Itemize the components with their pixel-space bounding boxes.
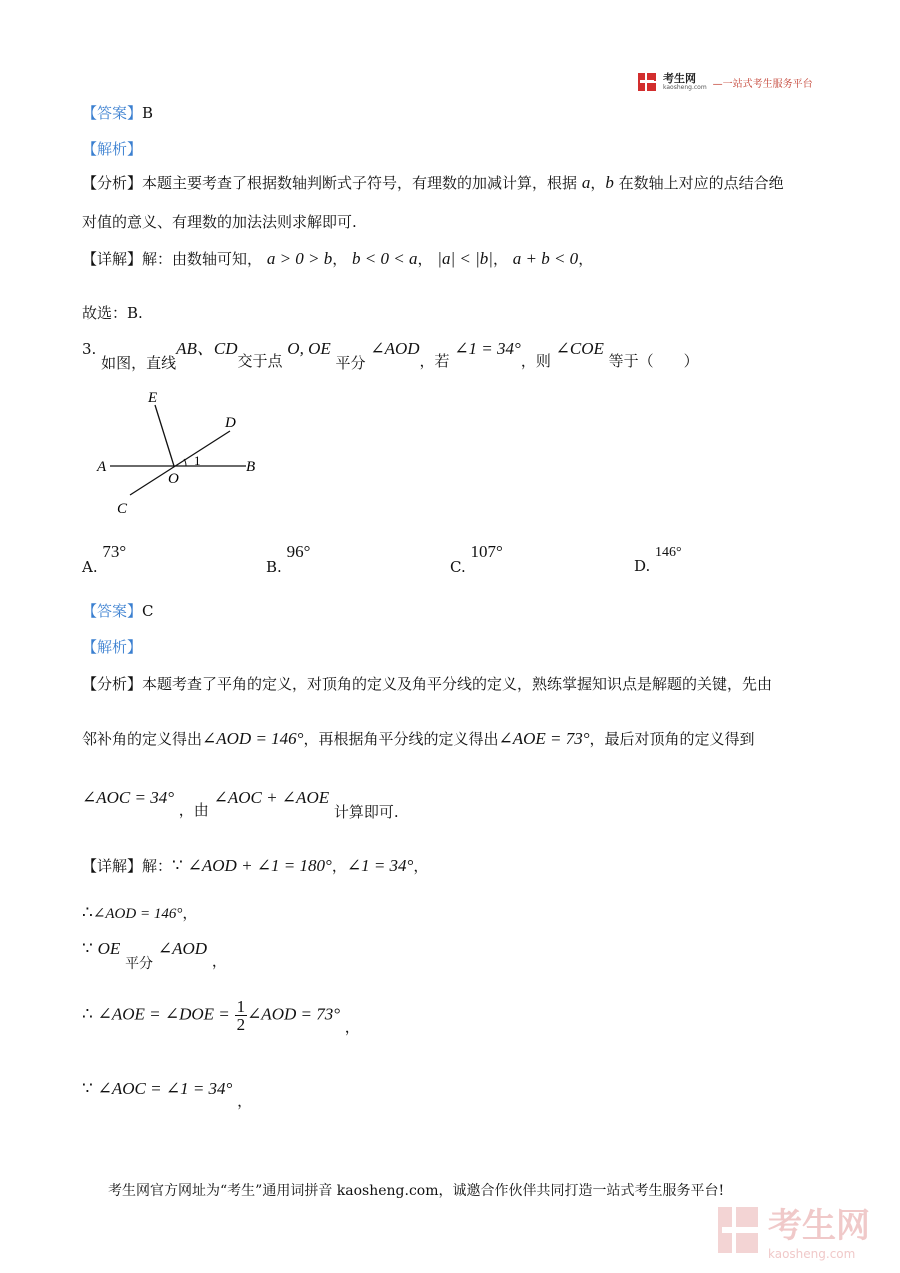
- var-a: a: [581, 173, 591, 192]
- option-value: 73°: [102, 542, 127, 561]
- q3-detail-line3: [82, 938, 227, 972]
- fraction-numerator: 1: [236, 997, 246, 1016]
- step-3-mid: 平分: [125, 956, 154, 972]
- fenxi-l2-expr1: ∠AOD = 146°: [202, 729, 304, 748]
- watermark-domain: kaosheng.com: [768, 1247, 856, 1261]
- label-e: E: [148, 390, 158, 406]
- header-slogan: —一站式考生服务平台: [712, 78, 813, 90]
- detail-lead: 解：由数轴可知，: [142, 250, 263, 268]
- fraction-half: [235, 998, 248, 1033]
- step-1: ∠AOD + ∠1 = 180°: [187, 856, 332, 875]
- stem-given: ∠1 = 34°: [454, 339, 521, 358]
- option-c[interactable]: [450, 542, 503, 576]
- step-5-end: ，: [237, 1092, 253, 1110]
- answer-tag: 【答案】: [82, 104, 143, 122]
- q2-answer-line: [82, 102, 153, 123]
- stem-text-2: 交于点: [237, 352, 283, 370]
- q3-fenxi-line1: [82, 673, 772, 694]
- comma: ，: [590, 174, 606, 192]
- fraction-denominator: 2: [236, 1015, 246, 1034]
- q3-detail-line2: [82, 902, 197, 923]
- step-4-b: ∠AOD = 73°: [247, 1004, 341, 1024]
- because-symbol: ∵: [82, 1079, 93, 1098]
- fenxi-text: 本题主要考查了根据数轴判断式子符号，有理数的加减计算，根据: [142, 174, 578, 192]
- step-3-end: ，: [211, 952, 227, 970]
- question-number: 3.: [82, 340, 97, 358]
- fenxi-tag: 【分析】: [82, 675, 143, 693]
- option-letter: B.: [266, 558, 282, 576]
- stem-angle-aod: ∠AOD: [370, 339, 420, 358]
- step-2-end: ，: [182, 904, 198, 922]
- q3-fenxi-line2: [82, 728, 755, 749]
- expr-1: a > 0 > b: [266, 249, 333, 268]
- label-o: O: [168, 471, 179, 487]
- expr-3: |a| < |b|: [437, 249, 493, 268]
- stem-text-3: 平分: [335, 354, 366, 372]
- detail-tag: 【详解】: [82, 857, 143, 875]
- stem-text-5: ，则: [520, 352, 551, 370]
- step-4-a: ∠AOE = ∠DOE =: [97, 1004, 230, 1024]
- answer-value: C: [142, 602, 154, 620]
- option-a[interactable]: [82, 542, 127, 576]
- q2-fenxi-line2: 对值的意义、有理数的加法法则求解即可.: [82, 213, 357, 231]
- option-b[interactable]: [266, 542, 311, 576]
- watermark-name: 考生网: [768, 1206, 870, 1246]
- fenxi-l3-expr1: ∠AOC = 34°: [82, 788, 175, 807]
- option-value: 146°: [655, 545, 682, 560]
- option-value: 107°: [470, 542, 503, 561]
- because-symbol: ∵: [82, 939, 93, 958]
- therefore-symbol: ∴: [82, 1004, 93, 1024]
- label-a: A: [97, 459, 107, 475]
- stem-text-6: 等于（ ）: [608, 352, 699, 370]
- detail-lead: 解：: [142, 857, 173, 875]
- var-b: b: [605, 173, 614, 192]
- fenxi-l3-expr2: ∠AOC + ∠AOE: [213, 788, 330, 807]
- header-logo: [637, 72, 813, 92]
- label-angle-1: 1: [194, 453, 201, 468]
- step-3-a: OE: [97, 939, 121, 958]
- fenxi-l2-a: 邻补角的定义得出: [82, 730, 203, 748]
- q3-fenxi-line3: [82, 787, 399, 821]
- fenxi-text: 本题考查了平角的定义，对顶角的定义及角平分线的定义，熟练掌握知识点是解题的关键，先由: [142, 675, 773, 693]
- stem-text-1: 如图，直线: [101, 354, 177, 372]
- step-1-sep: ，: [331, 857, 347, 875]
- slogan-text: 一站式考生服务平台: [722, 78, 813, 90]
- fenxi-l2-expr2: ∠AOE = 73°: [498, 729, 590, 748]
- step-5: ∠AOC = ∠1 = 34°: [97, 1079, 233, 1098]
- fenxi-l2-b: ，再根据角平分线的定义得出: [303, 730, 499, 748]
- logo-name: 考生网: [663, 72, 696, 85]
- step-1-b: ∠1 = 34°: [346, 856, 414, 875]
- q3-detail-line1: [82, 855, 428, 876]
- stem-point: O, OE: [287, 339, 331, 358]
- therefore-symbol: ∴: [82, 903, 93, 922]
- answer-tag: 【答案】: [82, 602, 143, 620]
- step-4-end: ，: [344, 1017, 360, 1036]
- expr-2: b < 0 < a: [352, 249, 418, 268]
- q3-detail-line5: [82, 1078, 253, 1110]
- fenxi-tag: 【分析】: [82, 174, 143, 192]
- step-3-b: ∠AOD: [157, 939, 208, 958]
- because-symbol: ∵: [172, 856, 183, 875]
- fenxi-l3-b: 计算即可.: [333, 803, 399, 821]
- label-d: D: [225, 415, 236, 431]
- expr-4: a + b < 0: [512, 249, 579, 268]
- stem-target: ∠COE: [555, 339, 604, 358]
- option-letter: C.: [450, 558, 466, 576]
- fenxi-text-cont: 在数轴上对应的点结合绝: [618, 174, 784, 192]
- geometry-figure: [88, 385, 268, 520]
- q3-stem: [82, 334, 699, 372]
- fenxi-l3-a: ，由: [178, 801, 209, 819]
- option-letter: D.: [634, 557, 651, 575]
- q2-analysis-tag: 【解析】: [82, 140, 143, 158]
- q2-detail-line: 【详解】解：由数轴可知， a > 0 > b， b < 0 < a， |a| < |b|， a + b < 0，: [82, 249, 594, 268]
- answer-value: B: [142, 104, 154, 122]
- watermark-text: [768, 1198, 870, 1261]
- logo-domain: kaosheng.com: [663, 84, 707, 91]
- label-b: B: [246, 459, 256, 475]
- stem-text-4: ，若: [419, 352, 450, 370]
- step-1-end: ，: [413, 857, 429, 875]
- q2-conclusion: 故选：B.: [82, 304, 143, 322]
- label-c: C: [117, 501, 128, 517]
- q2-fenxi-line1: [82, 172, 784, 193]
- step-2: ∠AOD = 146°: [92, 906, 183, 922]
- kaosheng-logo-icon: [637, 72, 657, 92]
- q3-detail-line4: [82, 997, 360, 1036]
- logo-text: [663, 73, 707, 91]
- watermark-logo-icon: [716, 1205, 760, 1255]
- q3-analysis-tag: 【解析】: [82, 638, 143, 656]
- option-d[interactable]: [634, 542, 682, 575]
- option-value: 96°: [286, 542, 311, 561]
- stem-lines: AB、CD: [176, 339, 238, 358]
- detail-tag: 【详解】: [82, 250, 143, 268]
- watermark: [716, 1198, 870, 1261]
- q3-answer-line: [82, 600, 154, 621]
- option-letter: A.: [82, 558, 98, 576]
- fenxi-l2-c: ，最后对顶角的定义得到: [589, 730, 755, 748]
- footer-text: 考生网官方网址为“考生”通用词拼音 kaosheng.com，诚邀合作伙伴共同打造一站式考生服务平台!: [108, 1183, 725, 1199]
